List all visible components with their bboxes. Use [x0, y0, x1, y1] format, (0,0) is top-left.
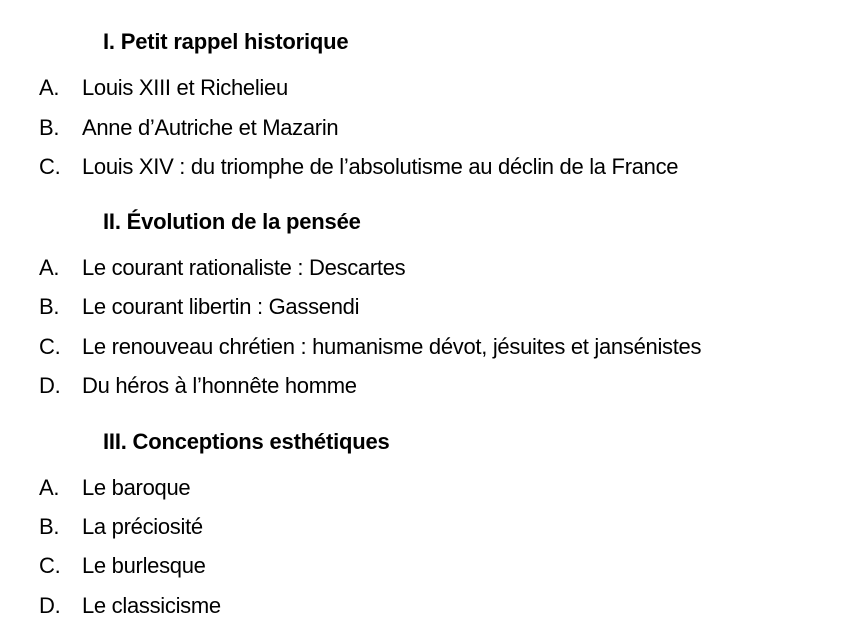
item-letter: D. — [39, 373, 61, 398]
section-title: II. Évolution de la pensée — [103, 209, 361, 234]
item-text: Anne d’Autriche et Mazarin — [82, 115, 339, 140]
item-text: La préciosité — [82, 514, 203, 539]
list-item — [39, 514, 203, 540]
item-text: Le baroque — [82, 475, 191, 500]
item-letter: A. — [39, 255, 60, 280]
item-letter: D. — [39, 593, 61, 618]
item-text: Le courant rationaliste : Descartes — [82, 255, 406, 280]
item-text: Le burlesque — [82, 553, 206, 578]
item-text: Du héros à l’honnête homme — [82, 373, 357, 398]
list-item — [39, 294, 359, 320]
item-text: Louis XIII et Richelieu — [82, 75, 288, 100]
item-letter: B. — [39, 514, 60, 539]
item-letter: C. — [39, 154, 61, 179]
section-title: III. Conceptions esthétiques — [103, 429, 390, 454]
item-text: Le courant libertin : Gassendi — [82, 294, 360, 319]
list-item — [39, 373, 357, 399]
list-item — [39, 593, 221, 619]
item-letter: C. — [39, 553, 61, 578]
list-item — [39, 553, 206, 579]
list-item — [39, 255, 405, 281]
list-item — [39, 334, 701, 360]
item-letter: A. — [39, 475, 60, 500]
list-item — [39, 75, 288, 101]
list-item — [39, 475, 190, 501]
item-text: Louis XIV : du triomphe de l’absolutisme au déclin de la France — [82, 154, 679, 179]
item-text: Le renouveau chrétien : humanisme dévot, jésuites et jansénistes — [82, 334, 702, 359]
item-letter: A. — [39, 75, 60, 100]
item-letter: C. — [39, 334, 61, 359]
item-letter: B. — [39, 294, 60, 319]
section-title: I. Petit rappel historique — [103, 29, 349, 54]
list-item — [39, 154, 678, 180]
item-letter: B. — [39, 115, 60, 140]
list-item — [39, 115, 338, 141]
item-text: Le classicisme — [82, 593, 221, 618]
